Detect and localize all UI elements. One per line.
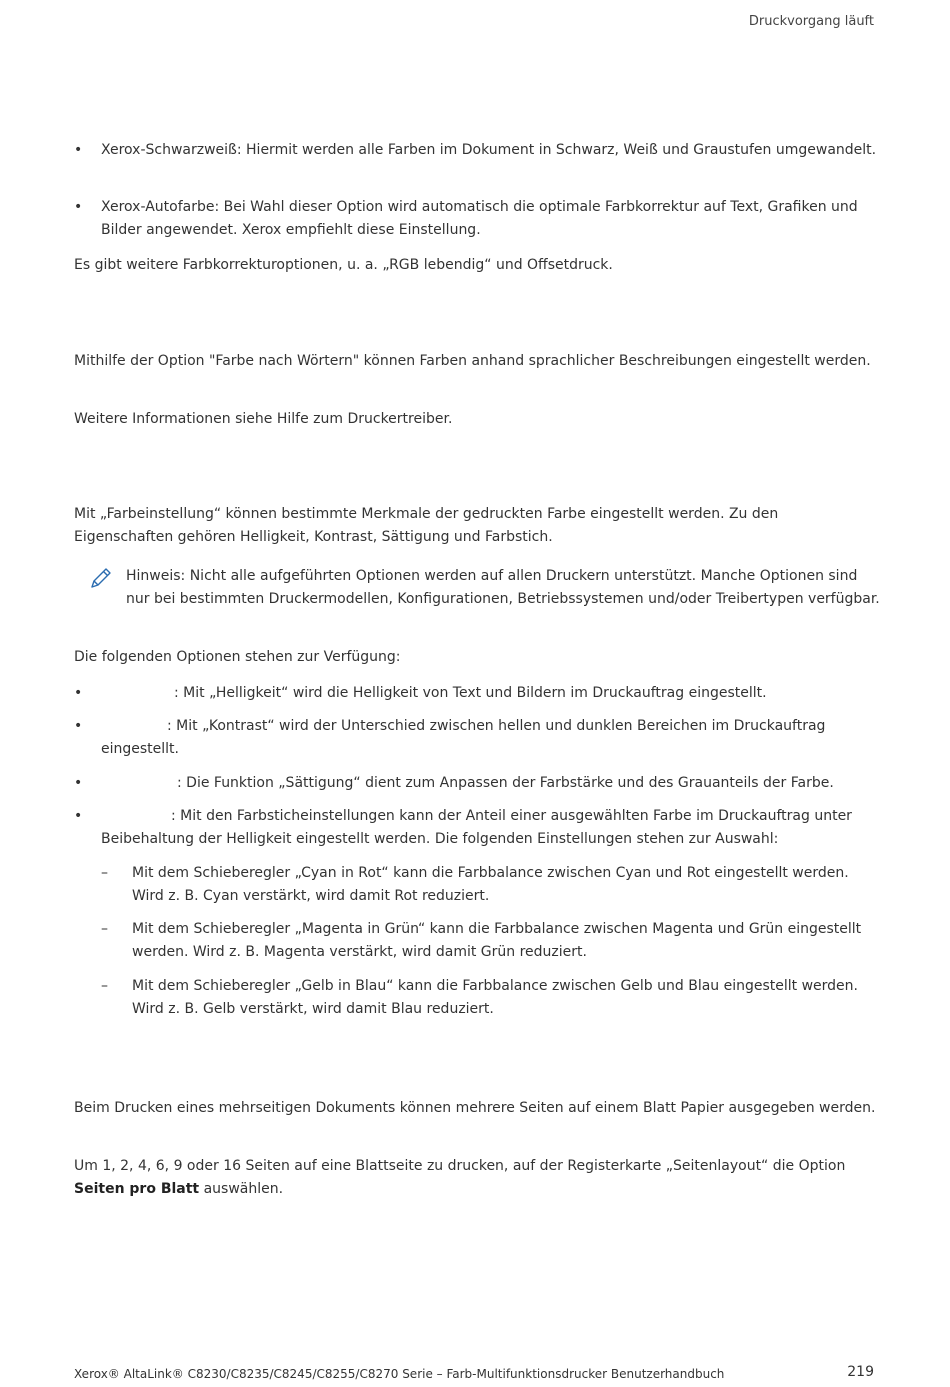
instruction-text: Um 1, 2, 4, 6, 9 oder 16 Seiten auf eine Blattseite zu drucken, auf der Registerkarte „Seitenlayout“ die Option xyxy=(74,1158,846,1174)
paragraph: Die folgenden Optionen stehen zur Verfügung: xyxy=(74,649,401,665)
dash-marker: – xyxy=(101,978,108,994)
list-item xyxy=(101,772,881,795)
option-description: : Die Funktion „Sättigung“ dient zum Anpassen der Farbstärke und des Grauanteils der Farbe. xyxy=(177,775,834,791)
paragraph: Es gibt weitere Farbkorrekturoptionen, u. a. „RGB lebendig“ und Offsetdruck. xyxy=(74,257,613,273)
list-item: Xerox-Schwarzweiß: Hiermit werden alle Farben im Dokument in Schwarz, Weiß und Graustufen umgewandelt. xyxy=(101,142,877,158)
paragraph: Mit „Farbeinstellung“ können bestimmte Merkmale der gedruckten Farbe eingestellt werden. Zu den Eigenschaften gehören Helligkeit, Kontrast, Sättigung und Farbstich. xyxy=(74,506,779,545)
list-item: Xerox-Autofarbe: Bei Wahl dieser Option wird automatisch die optimale Farbkorrektur auf Text, Grafiken und Bilder angewendet. Xerox empfiehlt diese Einstellung. xyxy=(101,199,858,238)
option-description: : Mit „Kontrast“ wird der Unterschied zwischen hellen und dunklen Bereichen im Druckauftrag eingestellt. xyxy=(101,718,826,757)
option-name: Seiten pro Blatt xyxy=(74,1181,200,1197)
paragraph: Mithilfe der Option "Farbe nach Wörtern" können Farben anhand sprachlicher Beschreibungen eingestellt werden. xyxy=(74,353,871,369)
sub-list-item: Mit dem Schieberegler „Magenta in Grün“ kann die Farbbalance zwischen Magenta und Grün eingestellt werden. Wird z. B. Magenta verstärkt, wird damit Grün reduziert. xyxy=(132,921,862,960)
list-item xyxy=(101,805,881,851)
paragraph: Weitere Informationen siehe Hilfe zum Druckertreiber. xyxy=(74,411,453,427)
bullet-marker: • xyxy=(74,718,83,734)
footer-product: Xerox® AltaLink® C8230/C8235/C8245/C8255/C8270 Serie – Farb-Multifunktionsdrucker Benutzerhandbuch xyxy=(74,1367,725,1381)
page-number: 219 xyxy=(847,1364,874,1380)
paragraph: Beim Drucken eines mehrseitigen Dokuments können mehrere Seiten auf einem Blatt Papier ausgegeben werden. xyxy=(74,1100,876,1116)
dash-marker: – xyxy=(101,921,108,937)
paragraph xyxy=(74,1155,879,1201)
option-description: : Mit „Helligkeit“ wird die Helligkeit von Text und Bildern im Druckauftrag eingestellt. xyxy=(174,685,767,701)
bullet-marker: • xyxy=(74,775,83,791)
list-item xyxy=(101,715,881,761)
option-description: : Mit den Farbsticheinstellungen kann der Anteil einer ausgewählten Farbe im Druckauftrag unter Beibehaltung der Helligkeit eingestellt werden. Die folgenden Einstellungen stehen zur Auswahl: xyxy=(101,808,852,847)
instruction-text-end: auswählen. xyxy=(203,1181,284,1197)
running-header: Druckvorgang läuft xyxy=(748,14,874,29)
dash-marker: – xyxy=(101,865,108,881)
sub-list-item: Mit dem Schieberegler „Gelb in Blau“ kann die Farbbalance zwischen Gelb und Blau eingestellt werden. Wird z. B. Gelb verstärkt, wird damit Blau reduziert. xyxy=(132,978,858,1017)
sub-list-item: Mit dem Schieberegler „Cyan in Rot“ kann die Farbbalance zwischen Cyan und Rot eingestellt werden. Wird z. B. Cyan verstärkt, wird damit Rot reduziert. xyxy=(132,865,849,904)
bullet-marker: • xyxy=(74,199,83,215)
bullet-marker: • xyxy=(74,142,83,158)
bullet-marker: • xyxy=(74,685,83,701)
list-item xyxy=(101,682,881,705)
note-text: Hinweis: Nicht alle aufgeführten Optionen werden auf allen Druckern unterstützt. Manche Optionen sind nur bei bestimmten Druckermodellen, Konfigurationen, Betriebssystemen und/oder Treibertypen verfügbar. xyxy=(126,568,880,607)
bullet-marker: • xyxy=(74,808,83,824)
pencil-icon xyxy=(86,565,114,593)
